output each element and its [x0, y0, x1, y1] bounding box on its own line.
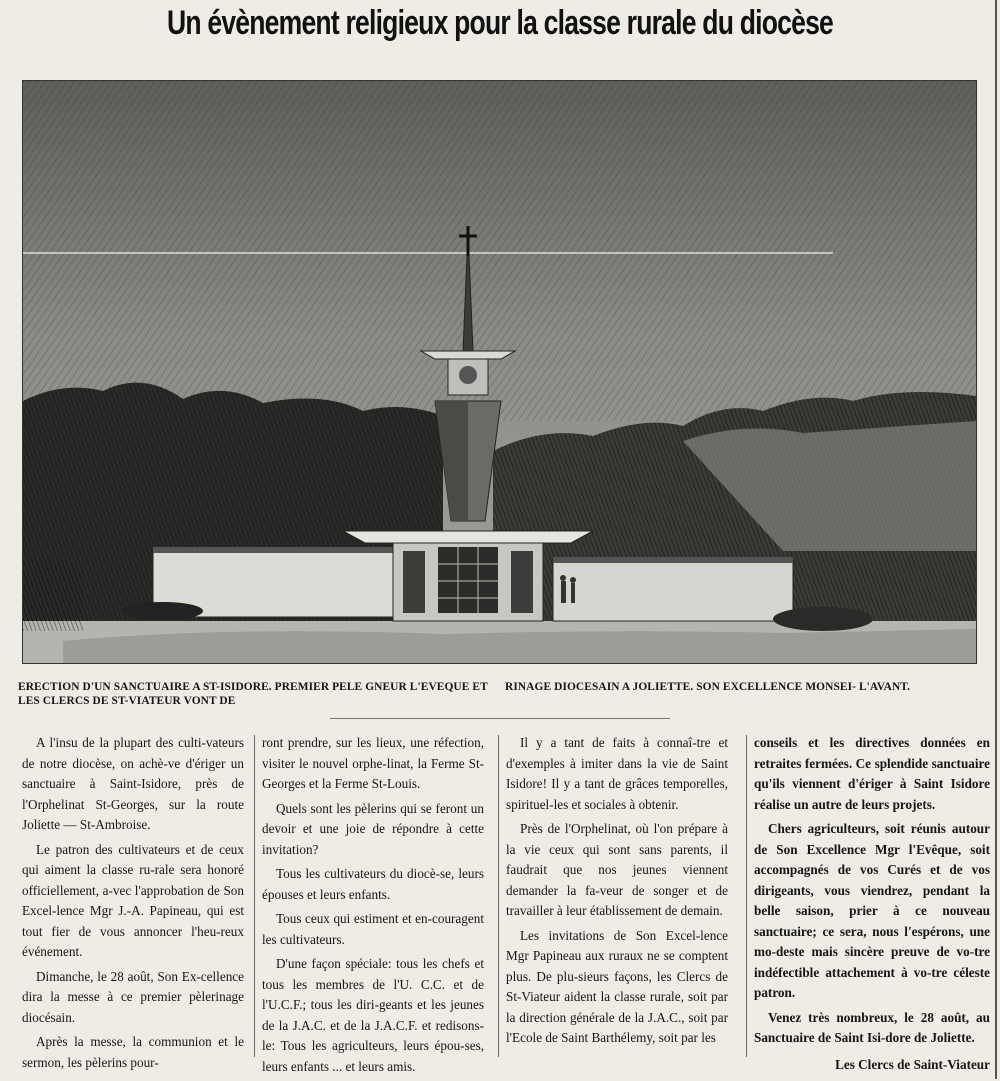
article-body	[22, 733, 992, 1074]
clock	[459, 366, 477, 384]
belfry-cap	[421, 351, 515, 359]
signature: Les Clercs de Saint-Viateur	[835, 1056, 990, 1072]
shrub-right	[773, 607, 873, 631]
paragraph: Après la messe, la communion et le sermon, les pèlerins pour-	[22, 1034, 244, 1070]
paragraph: ront prendre, sur les lieux, une réfection, visiter le nouvel orphe-linat, la Ferme St-Georges et la Ferme St-Louis.	[262, 735, 484, 791]
paragraph: Près de l'Orphelinat, où l'on prépare à la vie ceux qui sont sans parents, il faudrait que nos jeunes viennent demander la fa-veur de songer et de travailler à leur établissement de demain.	[506, 821, 728, 918]
paragraph: Les invitations de Son Excel-lence Mgr Papineau aux ruraux ne se comptent plus. De plu-sieurs façons, les Clercs de St-Viateur aident la classe rurale, soit par la direction générale de la J.A.C., soit par l'Ecole de Saint Barthélemy, soit par les	[506, 927, 728, 1045]
paragraph: Il y a tant de faits à connaî-tre et d'exemples à imiter dans la vie de Saint Isidore! Il y a tant de grâces temporelles, spirituel-les et sociales à obtenir.	[506, 735, 728, 812]
caption-right: RINAGE DIOCESAIN A JOLIETTE. SON EXCELLENCE MONSEI- L'AVANT.	[505, 681, 911, 693]
paragraph: A l'insu de la plupart des culti-vateurs de notre diocèse, on achè-ve d'ériger un sanctuaire à Saint-Isidore, près de l'Orphelinat St-Georges, sur la route Joliette — St-Ambroise.	[22, 735, 244, 832]
column-rule	[498, 735, 499, 1057]
sky-hatching	[23, 81, 976, 421]
chapel-roof	[343, 531, 593, 543]
paragraph: Quels sont les pèlerins qui se feront un devoir et une joie de répondre à cette invitation?	[262, 800, 484, 857]
paragraph: Tous ceux qui estiment et en-couragent les cultivateurs.	[262, 911, 484, 947]
paragraph: conseils et les directives données en retraites fermées. Ce splendide sanctuaire qu'ils viennent d'ériger à Saint Isidore réalise un autre de leurs projets.	[754, 735, 990, 812]
window-center	[438, 547, 498, 613]
paragraph: Tous les cultivateurs du diocè-se, leurs épouses et leurs enfants.	[262, 866, 484, 902]
shrub-left	[123, 602, 203, 620]
wall-right	[553, 559, 793, 621]
article-column-4	[754, 733, 990, 1075]
sanctuary-illustration	[22, 80, 977, 664]
paragraph: Chers agriculteurs, soit réunis autour de Son Excellence Mgr l'Evêque, soit accompagnés de vos Curés et de vos dirigeants, vous viendrez, pendant la belle saison, prier à ce nouveau sanctuaire; ce sera, nous l'espérons, une mo-deste mais sincère preuve de vo-tre indéfectible attachement à vo-tre céleste patron.	[754, 821, 990, 1000]
column-rule	[746, 735, 747, 1057]
paragraph: Le patron des cultivateurs et de ceux qui aiment la classe ru-rale sera honoré officiellement, a-vec l'approbation de Son Excel-lence Mgr J.-A. Papineau, qui est tout fier de vous annoncer l'heu-reux événement.	[22, 841, 244, 959]
paragraph: Dimanche, le 28 août, Son Ex-cellence dira la messe à ce premier pèlerinage diocésain.	[22, 968, 244, 1025]
column-rule	[254, 735, 255, 1057]
article-column-3	[506, 733, 728, 1053]
caption-divider	[330, 718, 670, 719]
column-rule	[995, 0, 997, 1079]
sanctuary-drawing	[23, 81, 976, 663]
window-left	[403, 551, 425, 613]
paragraph: Venez très nombreux, le 28 août, au Sanctuaire de Saint Isi-dore de Joliette.	[754, 1009, 990, 1045]
window-right	[511, 551, 533, 613]
headline: Un évènement religieux pour la classe rurale du diocèse	[166, 4, 834, 42]
article-column-2	[262, 733, 484, 1081]
caption-left: ERECTION D'UN SANCTUAIRE A ST-ISIDORE. PREMIER PELE GNEUR L'EVEQUE ET LES CLERCS DE ST-VIATEUR VONT DE	[18, 681, 488, 707]
article-column-1	[22, 733, 244, 1077]
paragraph: D'une façon spéciale: tous les chefs et tous les membres de l'U. C.C. et de l'U.C.F.; tous les diri-geants et les jeunes de la J.A.C. et de la J.A.C.F. et redisons-le: Tous les agriculteurs, leurs épou-ses, leurs enfants ... et leurs amis.	[262, 956, 484, 1074]
